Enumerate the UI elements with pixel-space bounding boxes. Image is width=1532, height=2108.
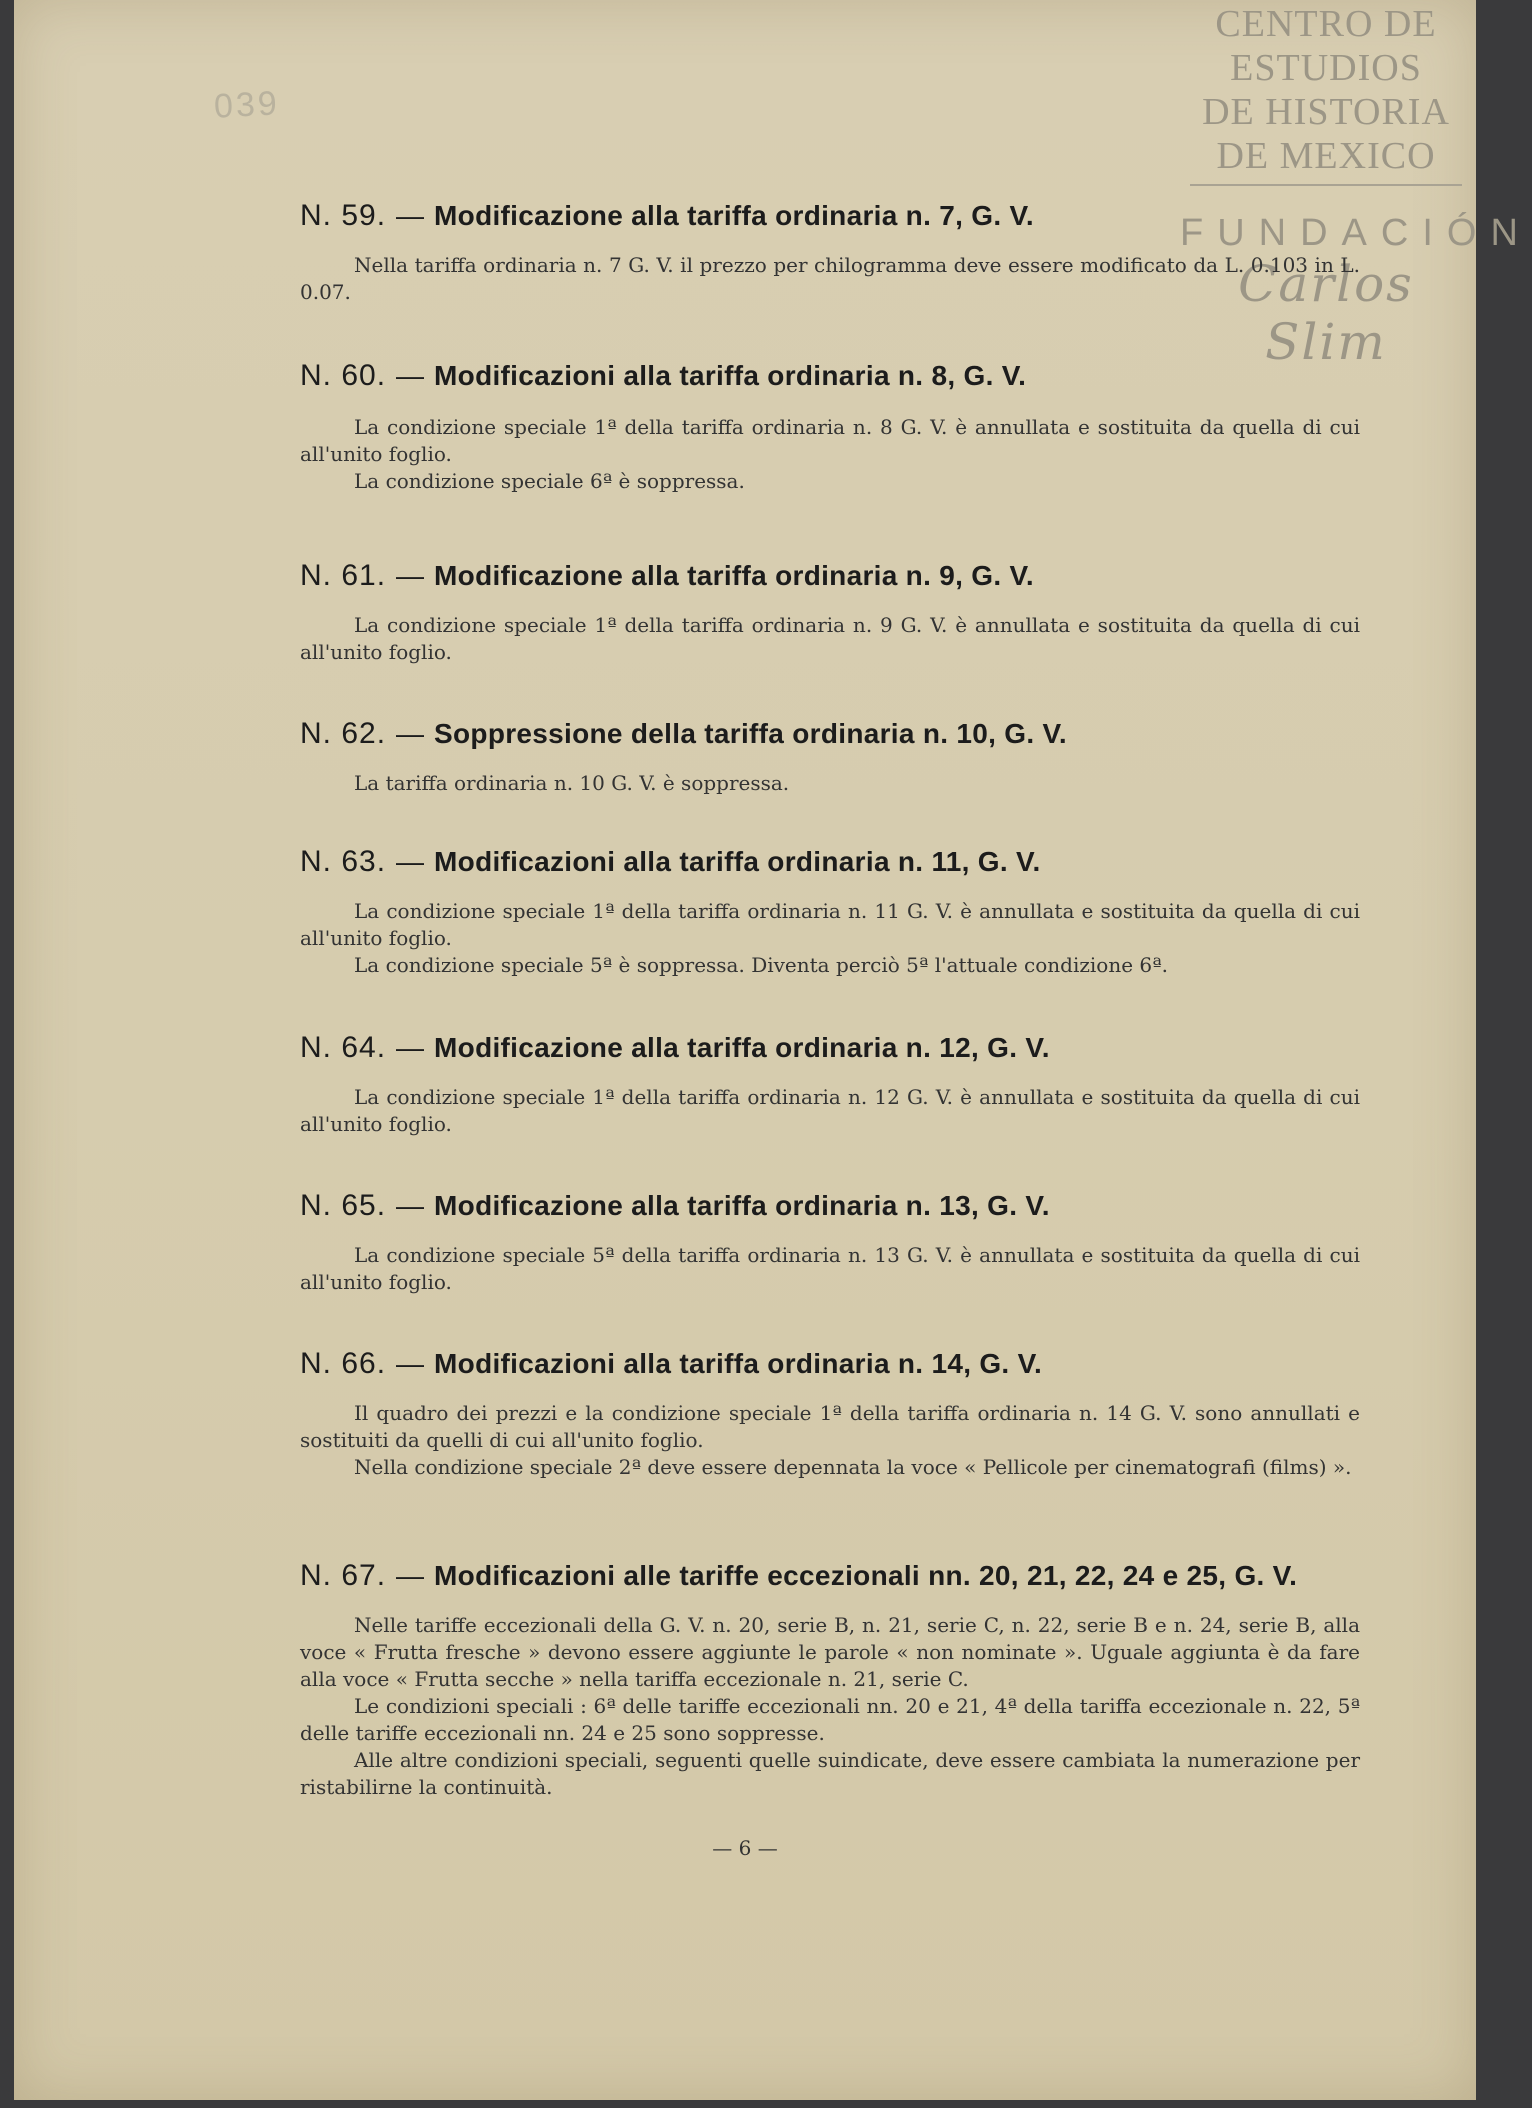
section-number: N. 65. <box>300 1189 387 1222</box>
watermark-rule <box>1190 184 1462 186</box>
section-number: N. 64. <box>300 1031 387 1064</box>
section-paragraph: La condizione speciale 6ª è soppressa. <box>354 469 745 493</box>
section-heading: N. 62. — Soppressione della tariffa ordinaria n. 10, G. V. <box>300 717 1068 750</box>
section-heading: N. 67. — Modificazioni alle tariffe eccezionali nn. 20, 21, 22, 24 e 25, G. V. <box>300 1559 1298 1592</box>
section-title: Modificazione alla tariffa ordinaria n. 13, G. V. <box>434 1190 1050 1221</box>
section-paragraph: Nella tariffa ordinaria n. 7 G. V. il prezzo per chilogramma deve essere modificato da L. 0.103 in L. 0.07. <box>300 253 1360 304</box>
section-paragraph: Il quadro dei prezzi e la condizione speciale 1ª della tariffa ordinaria n. 14 G. V. sono annullati e sostituiti da quelli di cui all'unito foglio. <box>300 1401 1360 1452</box>
section-title: Modificazioni alla tariffa ordinaria n. 11, G. V. <box>434 846 1041 877</box>
section-number: N. 63. <box>300 845 387 878</box>
section-heading: N. 64. — Modificazione alla tariffa ordinaria n. 12, G. V. <box>300 1031 1050 1064</box>
section-paragraph: Nella condizione speciale 2ª deve essere depennata la voce « Pellicole per cinematografi (films) ». <box>354 1455 1352 1479</box>
watermark-line: ESTUDIOS <box>1230 47 1422 89</box>
section-number: N. 62. <box>300 717 387 750</box>
section-60 <box>300 356 1360 495</box>
document-page <box>14 0 1532 2100</box>
section-title: Modificazioni alla tariffa ordinaria n. 14, G. V. <box>434 1348 1043 1379</box>
section-number: N. 66. <box>300 1347 387 1380</box>
page-number: — 6 — <box>712 1836 778 1860</box>
section-heading: N. 61. — Modificazione alla tariffa ordinaria n. 9, G. V. <box>300 559 1034 592</box>
section-66 <box>300 1344 1360 1481</box>
section-paragraph: La condizione speciale 1ª della tariffa ordinaria n. 12 G. V. è annullata e sostituita da quella di cui all'unito foglio. <box>300 1085 1360 1136</box>
section-63 <box>300 842 1360 979</box>
section-paragraph: La condizione speciale 5ª della tariffa ordinaria n. 13 G. V. è annullata e sostituita da quella di cui all'unito foglio. <box>300 1243 1360 1294</box>
watermark-foundation: FUNDACIÓN <box>1180 212 1532 254</box>
section-title: Modificazioni alla tariffa ordinaria n. 8, G. V. <box>434 360 1027 391</box>
watermark-line: DE MEXICO <box>1216 135 1436 177</box>
section-number: N. 67. <box>300 1559 387 1592</box>
section-heading: N. 59. — Modificazione alla tariffa ordinaria n. 7, G. V. <box>300 199 1034 232</box>
section-paragraph: La condizione speciale 1ª della tariffa ordinaria n. 9 G. V. è annullata e sostituita da quella di cui all'unito foglio. <box>300 613 1360 664</box>
watermark-signature: Carlos Slim <box>1238 255 1414 371</box>
section-64 <box>300 1028 1360 1138</box>
section-59 <box>300 196 1360 306</box>
section-paragraph: La tariffa ordinaria n. 10 G. V. è soppressa. <box>354 771 790 795</box>
section-title: Modificazioni alle tariffe eccezionali nn. 20, 21, 22, 24 e 25, G. V. <box>434 1560 1298 1591</box>
section-paragraph: La condizione speciale 5ª è soppressa. Diventa perciò 5ª l'attuale condizione 6ª. <box>354 953 1168 977</box>
section-61 <box>300 556 1360 666</box>
section-paragraph: La condizione speciale 1ª della tariffa ordinaria n. 8 G. V. è annullata e sostituita da quella di cui all'unito foglio. <box>300 415 1360 466</box>
section-title: Modificazione alla tariffa ordinaria n. 9, G. V. <box>434 560 1034 591</box>
section-number: N. 60. <box>300 359 387 392</box>
section-number: N. 61. <box>300 559 387 592</box>
section-heading: N. 65. — Modificazione alla tariffa ordinaria n. 13, G. V. <box>300 1189 1050 1222</box>
watermark-line: CENTRO DE <box>1215 3 1437 45</box>
archive-watermark <box>1180 2 1532 371</box>
section-title: Modificazione alla tariffa ordinaria n. 12, G. V. <box>434 1032 1050 1063</box>
section-heading: N. 63. — Modificazioni alla tariffa ordinaria n. 11, G. V. <box>300 845 1041 878</box>
section-title: Soppressione della tariffa ordinaria n. 10, G. V. <box>434 718 1068 749</box>
watermark-line: DE HISTORIA <box>1202 91 1450 133</box>
section-67 <box>300 1556 1360 1801</box>
section-heading: N. 60. — Modificazioni alla tariffa ordinaria n. 8, G. V. <box>300 359 1027 392</box>
section-paragraph: La condizione speciale 1ª della tariffa ordinaria n. 11 G. V. è annullata e sostituita da quella di cui all'unito foglio. <box>300 899 1360 950</box>
section-title: Modificazione alla tariffa ordinaria n. 7, G. V. <box>434 200 1034 231</box>
section-paragraph: Alle altre condizioni speciali, seguenti quelle suindicate, deve essere cambiata la numerazione per ristabilirne la continuità. <box>300 1748 1360 1799</box>
section-heading: N. 66. — Modificazioni alla tariffa ordinaria n. 14, G. V. <box>300 1347 1043 1380</box>
pencil-mark: 039 <box>213 84 281 126</box>
section-62 <box>300 714 1360 797</box>
section-paragraph: Le condizioni speciali : 6ª delle tariffe eccezionali nn. 20 e 21, 4ª della tariffa eccezionale n. 22, 5ª delle tariffe eccezionali nn. 24 e 25 sono soppresse. <box>300 1694 1360 1745</box>
section-number: N. 59. <box>300 199 387 232</box>
section-paragraph: Nelle tariffe eccezionali della G. V. n. 20, serie B, n. 21, serie C, n. 22, serie B e n. 24, serie B, alla voce « Frutta fresche » devono essere aggiunte le parole « non nominate ». Uguale aggiunta è da fare alla voce « Frutta secche » nella tariffa eccezionale n. 21, serie C. <box>300 1613 1360 1691</box>
section-65 <box>300 1186 1360 1296</box>
